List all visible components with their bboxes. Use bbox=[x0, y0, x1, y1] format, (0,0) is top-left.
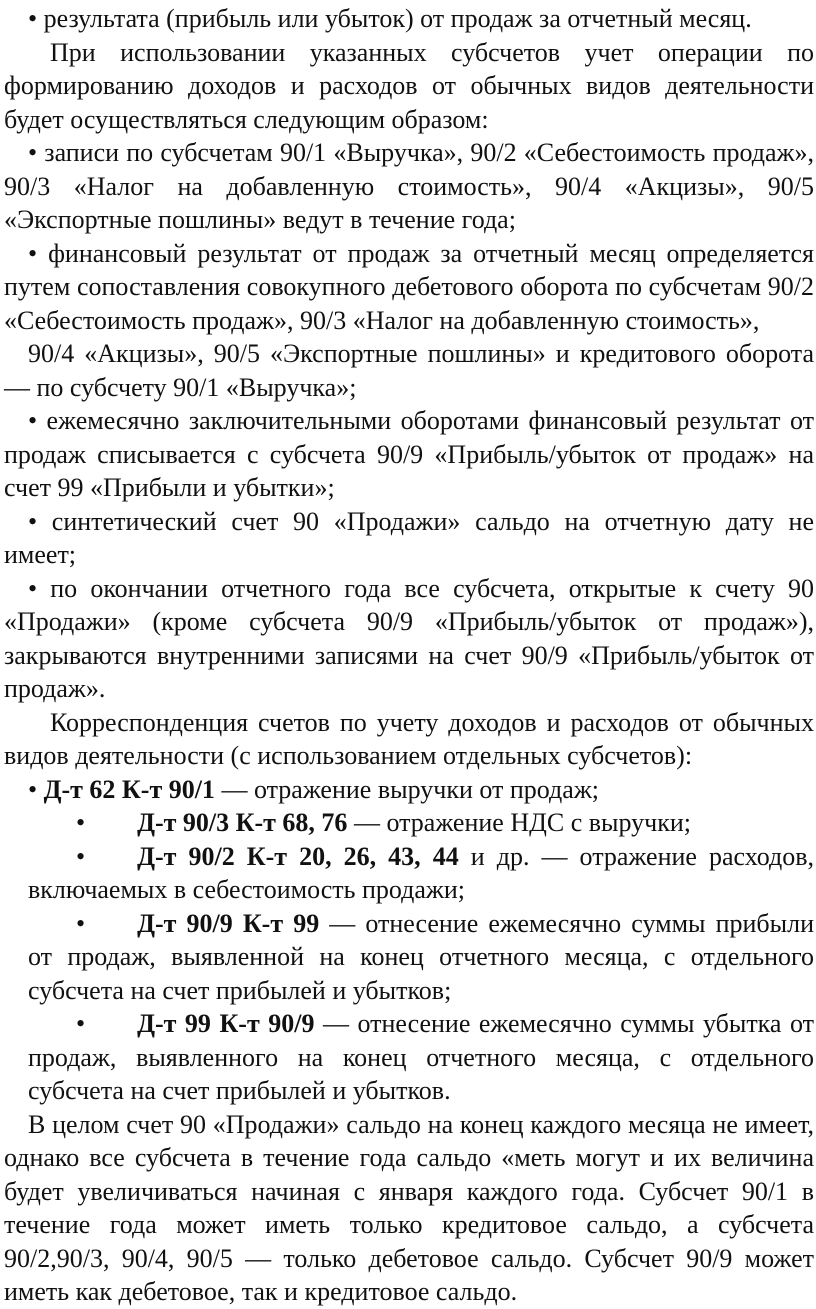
paragraph-intro: При использовании указанных субсчетов учет операции по формированию доходов и расходов от обычных видов деятельности будет осуществляться следующим образом: bbox=[4, 37, 814, 134]
entry-code: Д-т 62 К-т 90/1 bbox=[43, 774, 215, 804]
entry-item bbox=[4, 907, 814, 1008]
paragraph-result-bullet: • результата (прибыль или убыток) от продаж за отчетный месяц. bbox=[28, 4, 752, 33]
entry-bullet: • bbox=[76, 1009, 86, 1038]
entry-text: и др. — отражение расходов, включаемых в себестоимость продажи; bbox=[28, 841, 814, 904]
paragraph-subaccount-records: • записи по субсчетам 90/1 «Выручка», 90/2 «Себестоимость продаж», 90/3 «Налог на добавленную стоимость», 90/4 «Акцизы», 90/5 «Экспортные пошлины» ведут в течение года; bbox=[4, 138, 814, 234]
paragraph-excise-credit: 90/4 «Акцизы», 90/5 «Экспортные пошлины» и кредитового оборота — по субсчету 90/1 «Выручка»; bbox=[4, 339, 814, 402]
entry-text: — отражение НДС с выручки; bbox=[347, 808, 691, 837]
entry-code: Д-т 99 К-т 90/9 bbox=[137, 1009, 315, 1038]
entry-bullet: • bbox=[76, 908, 86, 938]
entry-code: Д-т 90/9 К-т 99 bbox=[137, 908, 320, 938]
entry-bullet: • bbox=[76, 808, 86, 837]
entry-item bbox=[4, 840, 814, 907]
entry-code: Д-т 90/3 К-т 68, 76 bbox=[137, 808, 348, 837]
entry-text: — отнесение ежемесячно суммы прибыли от продаж, выявленной на конец отчетного месяца, с отдельного субсчета на счет прибылей и убытков; bbox=[28, 908, 814, 1005]
entry-item bbox=[4, 1007, 814, 1108]
entry-item bbox=[4, 773, 814, 807]
entry-text: — отнесение ежемесячно суммы убытка от продаж, выявленного на конец отчетного месяца, с отдельного субсчета на счет прибылей и убытков. bbox=[28, 1009, 814, 1105]
entry-bullet: • bbox=[28, 774, 38, 804]
entry-bullet: • bbox=[76, 841, 86, 871]
paragraph-synthetic-account: • синтетический счет 90 «Продажи» сальдо на отчетную дату не имеет; bbox=[4, 506, 814, 569]
entry-item bbox=[4, 806, 814, 840]
paragraph-correspondence: Корреспонденция счетов по учету доходов и расходов от обычных видов деятельности (с использованием отдельных субсчетов): bbox=[4, 707, 814, 770]
paragraph-monthly-closing: • ежемесячно заключительными оборотами финансовый результат от продаж списывается с субсчета 90/9 «Прибыль/убыток от продаж» на счет 99 «Прибыли и убытки»; bbox=[4, 406, 814, 502]
paragraph-year-end: • по окончании отчетного года все субсчета, открытые к счету 90 «Продажи» (кроме субсчета 90/9 «Прибыль/убыток от продаж»), закрываются внутренними записями на счет 90/9 «Прибыль/убыток от продаж». bbox=[4, 573, 814, 703]
entry-text: — отражение выручки от продаж; bbox=[214, 774, 600, 804]
entry-code: Д-т 90/2 К-т 20, 26, 43, 44 bbox=[137, 841, 459, 871]
paragraph-conclusion: В целом счет 90 «Продажи» сальдо на конец каждого месяца не имеет, однако все субсчета в течение года сальдо «меть могут и их величина будет увеличиваться начиная с января каждого года. Субсчет 90/1 в течение года может иметь только кредитовое сальдо, а субсчета 90/2,90/3, 90/4, 90/5 — только дебетовое сальдо. Субсчет 90/9 может иметь как дебетовое, так и кредитовое сальдо. bbox=[4, 1109, 814, 1306]
paragraph-financial-result: • финансовый результат от продаж за отчетный месяц определяется путем сопоставления совокупного дебетового оборота по субсчетам 90/2 «Себестоимость продаж», 90/3 «Налог на добавленную стоимость», bbox=[4, 238, 814, 335]
